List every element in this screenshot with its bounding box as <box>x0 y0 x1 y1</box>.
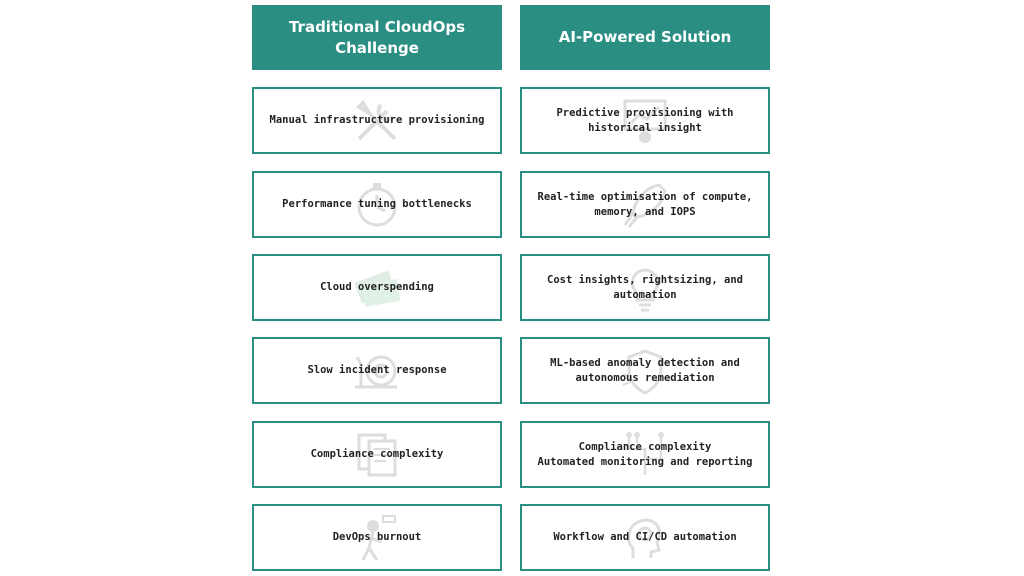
solution-card-workflow <box>520 504 770 571</box>
challenge-card-performance <box>252 171 502 238</box>
challenge-text: Manual infrastructure provisioning <box>269 114 485 126</box>
challenge-card-overspending <box>252 254 502 321</box>
solution-text: Predictive provisioning with historical insight <box>556 106 734 134</box>
header-ai-label: AI-Powered Solution <box>558 28 732 46</box>
challenge-card-burnout <box>252 504 502 571</box>
solution-card-cost <box>520 254 770 321</box>
challenge-card-provisioning <box>252 87 502 154</box>
header-ai-solution <box>520 5 770 70</box>
challenge-text: Performance tuning bottlenecks <box>282 198 472 210</box>
challenge-text: Slow incident response <box>307 364 447 376</box>
solution-card-anomaly <box>520 337 770 404</box>
solution-card-performance <box>520 171 770 238</box>
solution-text: ML-based anomaly detection and autonomous remediation <box>550 356 740 384</box>
solution-text: Real-time optimisation of compute, memory, and IOPS <box>537 190 753 218</box>
header-traditional-challenge <box>252 5 502 70</box>
challenge-text: Cloud overspending <box>320 281 434 293</box>
solution-text: Workflow and CI/CD automation <box>553 531 737 543</box>
solution-text: Cost insights, rightsizing, and automation <box>547 273 743 301</box>
solution-card-provisioning <box>520 87 770 154</box>
challenge-card-compliance <box>252 421 502 488</box>
challenge-card-incident <box>252 337 502 404</box>
solution-text: Compliance complexity Automated monitoring and reporting <box>537 440 753 468</box>
challenge-text: DevOps burnout <box>332 531 422 543</box>
solution-card-compliance <box>520 421 770 488</box>
header-traditional-label: Traditional CloudOps Challenge <box>288 17 466 57</box>
challenge-text: Compliance complexity <box>310 448 444 460</box>
